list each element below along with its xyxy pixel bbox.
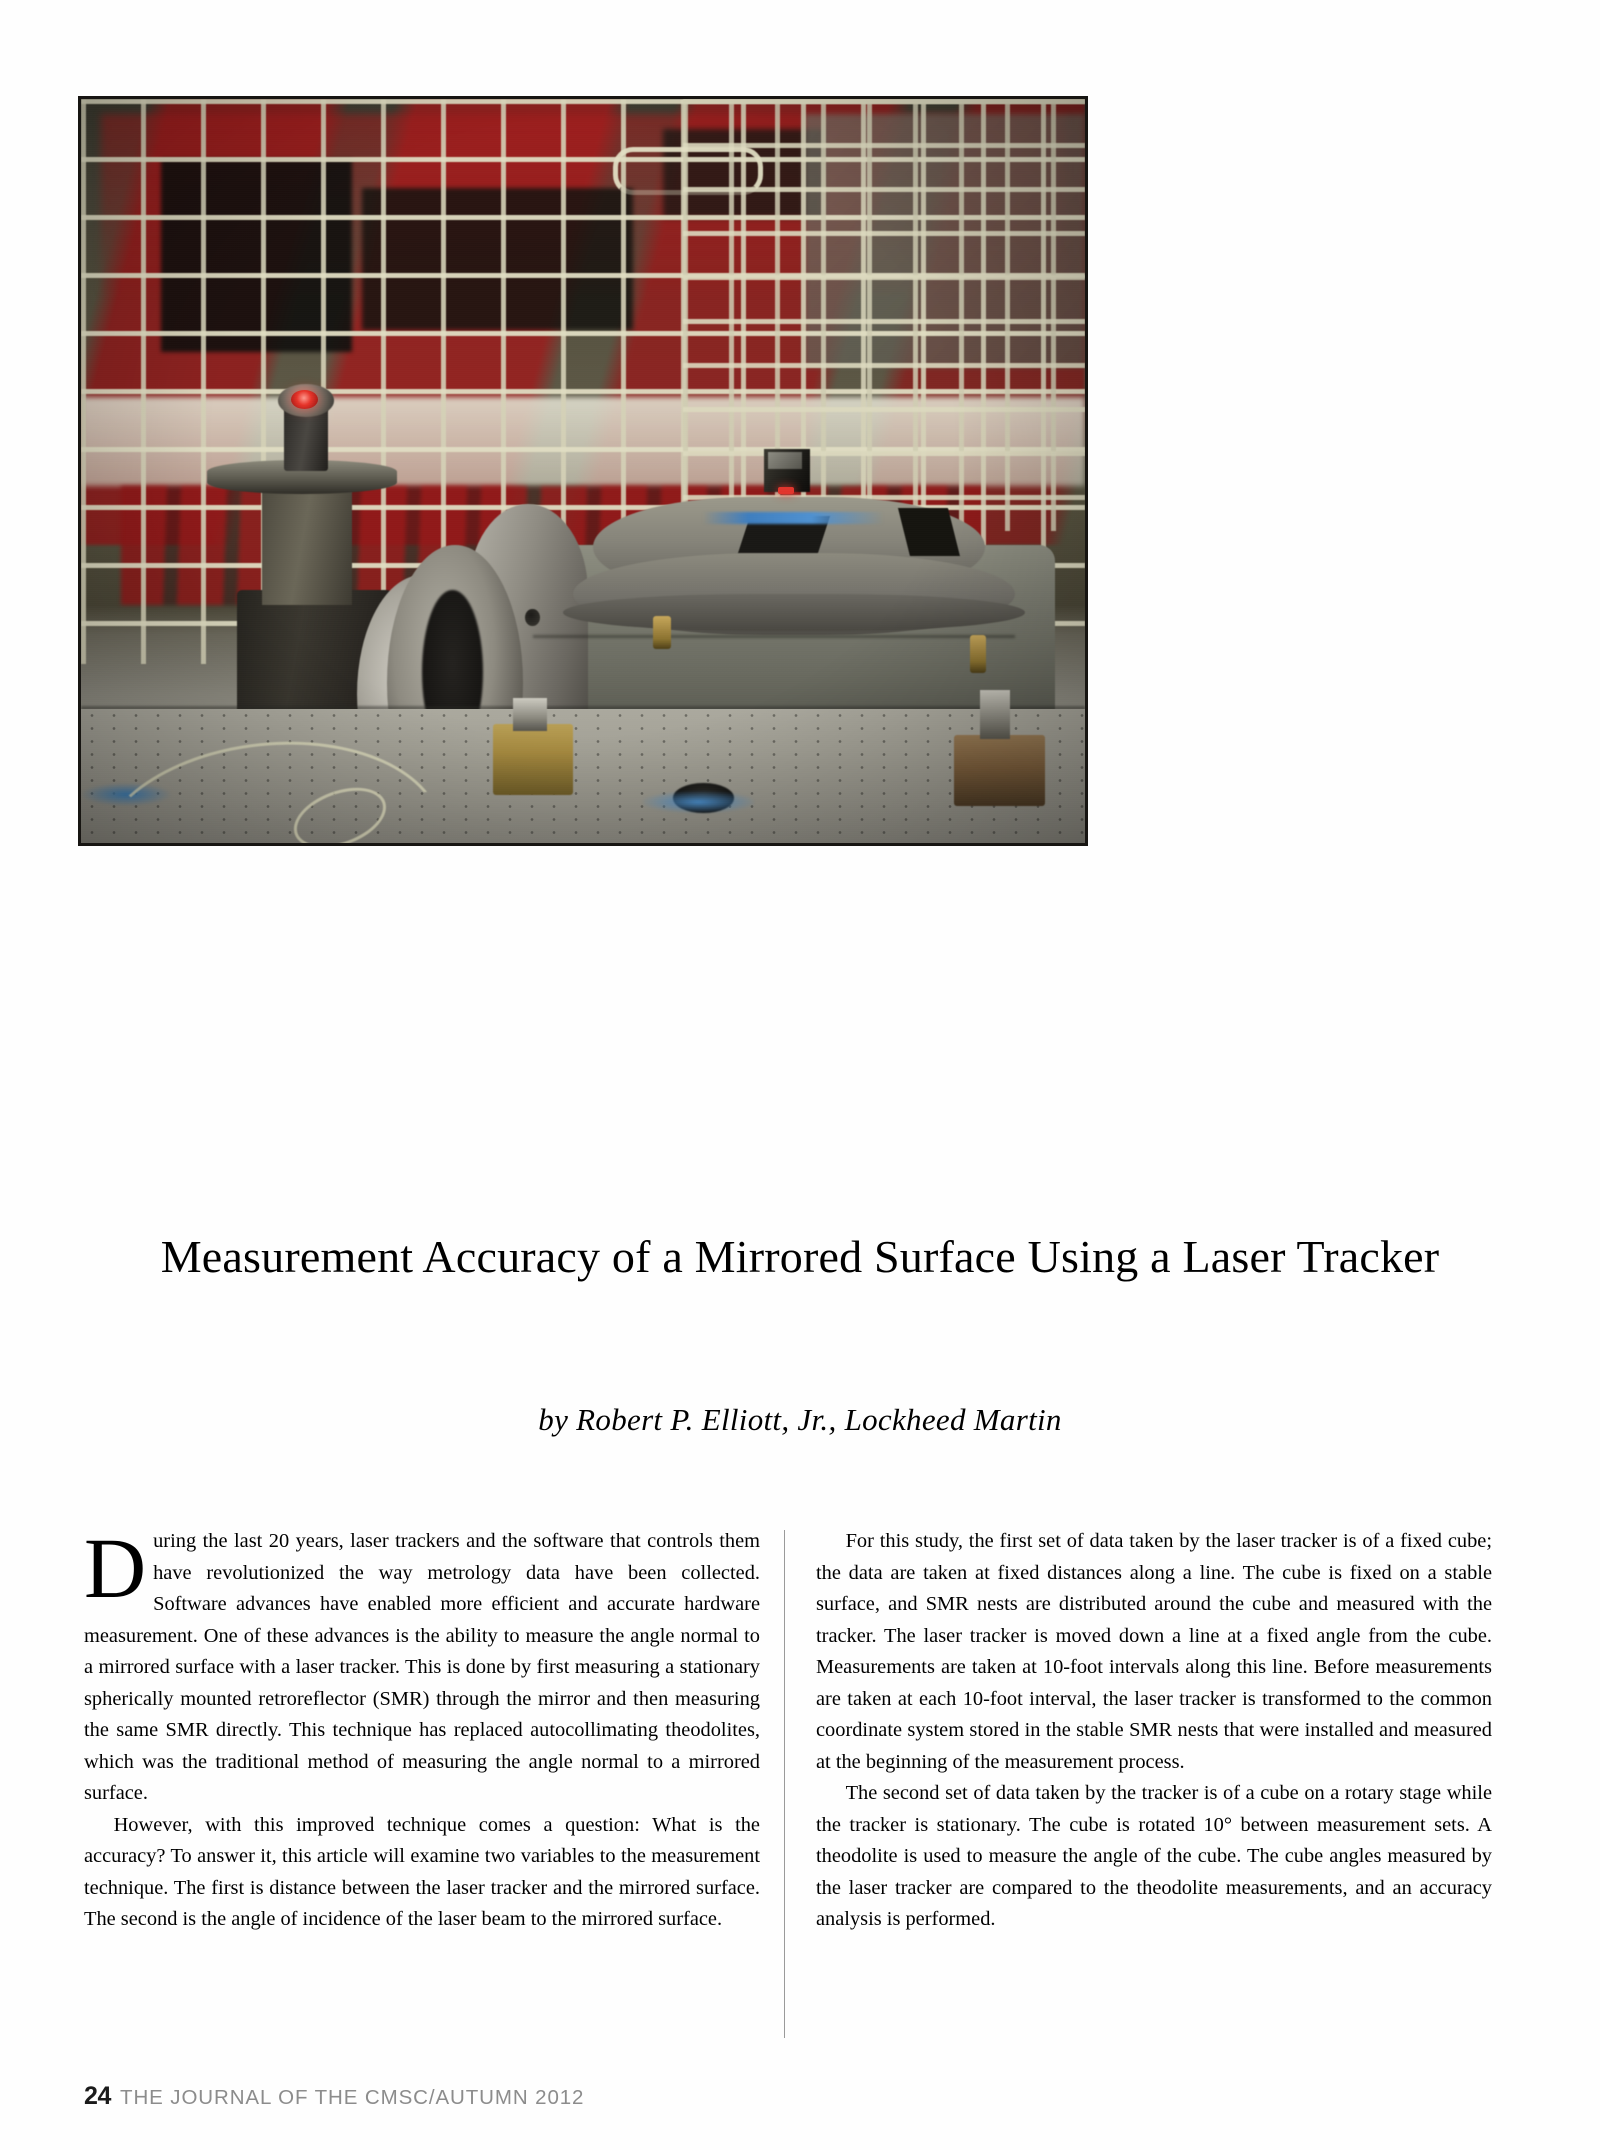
smr-nest-center [493, 724, 573, 795]
article-byline: by Robert P. Elliott, Jr., Lockheed Martin [538, 1402, 1062, 1437]
footer-publication-line: THE JOURNAL OF THE CMSC/AUTUMN 2012 [120, 2086, 585, 2109]
cage-handle [613, 147, 763, 195]
paragraph-left-1 [84, 1520, 760, 1810]
smr-nest-center-post [513, 698, 547, 731]
paragraph-right-2: The second set of data taken by the tracker is of a cube on a rotary stage while the tracker is stationary. The cube is rotated 10° between measurement sets. A theodolite is used to measure the angle of the cube. The cube angles measured by the laser tracker are compared to the theodolite measurements, and an accuracy analysis is performed. [816, 1782, 1492, 1930]
paragraph-left-1-text: uring the last 20 years, laser trackers and the software that controls them have revolutionized the way metrology data have been collected. Software advances have enabled more efficient and accurate hardware measurement. One of these advances is the ability to measure the angle normal to a mirrored surface with a laser tracker. This is done by first measuring a stationary spherically mounted retroreflector (SMR) through the mirror and then measuring the same SMR directly. This technique has replaced autocollimating theodolites, which was the traditional method of measuring the angle normal to a mirrored surface. [84, 1530, 760, 1804]
tracker-bolt [525, 609, 540, 627]
column-divider [784, 1530, 785, 2038]
body-column-left [84, 1520, 760, 1936]
smr-nest-right-post [980, 690, 1010, 738]
laboratory-photo [78, 96, 1088, 846]
smr-nest-right [954, 735, 1044, 806]
blue-tape-stage [703, 512, 884, 524]
folio-page-number: 24 [84, 2082, 112, 2110]
drop-cap: D [84, 1520, 147, 1616]
laser-beam-spot [778, 487, 794, 494]
instrument-column-left [262, 486, 352, 605]
tracker-body-seam [533, 635, 1015, 638]
cube-mirror-face [768, 452, 802, 470]
paragraph-right-1: For this study, the first set of data taken by the laser tracker is of a fixed cube; the data are taken at fixed distances along a line. The cube is fixed on a stable surface, and SMR nests are distributed around the cube and measured with the tracker. The laser tracker is moved down a line at a fixed angle from the cube. Measurements are taken at 10-foot intervals along this line. Before measurements are taken at each 10-foot interval, the laser tracker is transformed to the common coordinate system stored in the stable SMR nests that were installed and measured at the beginning of the measurement process. [816, 1530, 1492, 1773]
brass-post-center [653, 616, 671, 649]
blue-tape-table-center [643, 791, 753, 813]
page-title: Measurement Accuracy of a Mirrored Surface Using a Laser Tracker [160, 1230, 1440, 1282]
smr-retroreflector-glow [291, 390, 318, 409]
photo-canvas [81, 99, 1085, 843]
body-column-right [816, 1526, 1492, 1936]
rotary-stage-rim [563, 594, 1025, 631]
page-footer [84, 2082, 584, 2111]
paragraph-left-2: However, with this improved technique comes a question: What is the accuracy? To answer it, this article will examine two variables to the measurement technique. The first is distance between the laser tracker and the mirrored surface. The second is the angle of incidence of the laser beam to the mirrored surface. [84, 1813, 760, 1930]
brass-post-right [970, 635, 986, 674]
